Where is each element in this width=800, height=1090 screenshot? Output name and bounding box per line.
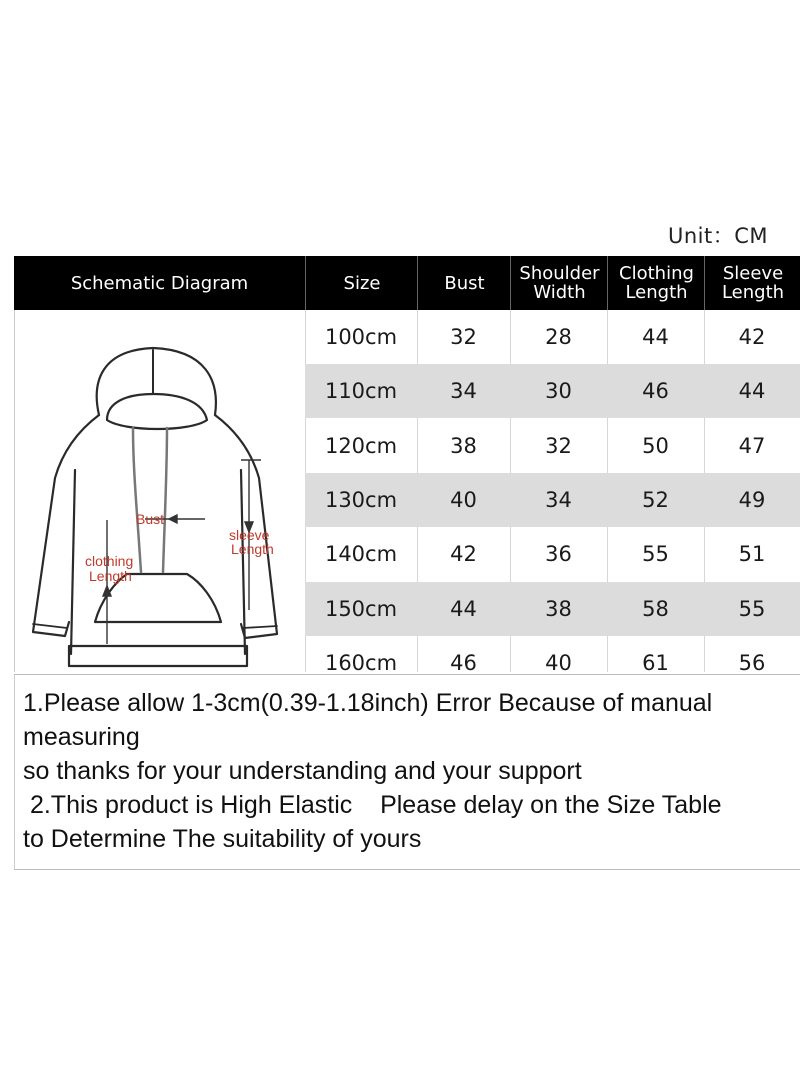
schematic-diagram (14, 310, 306, 672)
cell-sleeve: 44 (738, 379, 766, 404)
cell-size: 150cm (324, 596, 398, 621)
note-line-4: 2.This product is High Elastic Please delay on the Size Table (23, 791, 722, 819)
table-row (305, 310, 800, 364)
hoodie-diagram (15, 310, 306, 672)
header-sleeve-line2: Length (721, 282, 785, 303)
header-shoulder-line1: Shoulder (519, 263, 600, 284)
table-row (305, 527, 800, 581)
cell-bust: 34 (450, 379, 477, 404)
cell-bust: 38 (450, 433, 477, 458)
cell-shoulder: 32 (545, 433, 572, 458)
note-line-3: so thanks for your understanding and your support (23, 757, 582, 785)
note-line-5: to Determine The suitability of yours (23, 825, 422, 853)
bust-label: Bust (136, 511, 165, 527)
cell-sleeve: 55 (738, 596, 766, 621)
size-chart (14, 256, 800, 868)
cell-bust: 40 (450, 487, 477, 512)
cell-clothing: 58 (642, 596, 669, 621)
cell-clothing: 46 (642, 379, 669, 404)
cell-sleeve: 56 (738, 650, 766, 675)
header-schematic-diagram: Schematic Diagram (70, 272, 249, 294)
sleeve-label-line2: Length (231, 541, 274, 557)
header-shoulder-width (510, 256, 608, 310)
header-bust: Bust (417, 256, 511, 310)
header-shoulder-line2: Width (533, 282, 586, 303)
cell-shoulder: 28 (545, 325, 572, 349)
header-clothing-line2: Length (625, 282, 688, 303)
cell-bust: 32 (450, 325, 477, 349)
table-row (305, 473, 800, 527)
cell-bust: 42 (450, 542, 477, 567)
header-sleeve-line1: Sleeve (722, 263, 784, 284)
table-header (14, 256, 800, 310)
table-row (305, 364, 800, 418)
header-clothing-line1: Clothing (619, 263, 694, 284)
cell-clothing: 52 (642, 487, 669, 512)
cell-size: 120cm (324, 433, 398, 458)
cell-size: 140cm (324, 542, 398, 567)
header-size: Size (305, 256, 418, 310)
unit-label: Unit：CM (668, 224, 769, 248)
cell-shoulder: 38 (545, 596, 572, 621)
cell-bust: 46 (450, 650, 477, 675)
cell-sleeve: 47 (738, 433, 766, 458)
cell-sleeve: 51 (738, 542, 766, 567)
cell-shoulder: 40 (545, 650, 572, 675)
clothing-label-line1: clothing (85, 553, 134, 569)
cell-clothing: 44 (642, 325, 669, 349)
cell-sleeve: 42 (738, 325, 766, 349)
cell-size: 160cm (324, 650, 398, 675)
cell-sleeve: 49 (738, 487, 766, 512)
sleeve-label-line1: sleeve (229, 527, 270, 543)
cell-clothing: 55 (642, 542, 669, 567)
header-sleeve-length (704, 256, 800, 310)
body-left-side (71, 470, 75, 654)
cell-size: 100cm (324, 325, 398, 349)
notes-section (14, 674, 800, 870)
header-clothing-length (607, 256, 705, 310)
table-row (305, 582, 800, 636)
note-line-1: 1.Please allow 1-3cm(0.39-1.18inch) Error Because of manual (23, 689, 713, 717)
waistband (69, 646, 247, 666)
cell-bust: 44 (450, 596, 477, 621)
cell-clothing: 61 (642, 650, 669, 675)
cell-clothing: 50 (642, 433, 669, 458)
note-line-2: measuring (23, 723, 140, 751)
left-sleeve (33, 415, 99, 636)
cell-size: 110cm (324, 379, 398, 404)
clothing-label-line2: Length (89, 568, 132, 584)
cell-shoulder: 36 (545, 542, 572, 567)
cell-size: 130cm (324, 487, 398, 512)
cell-shoulder: 30 (545, 379, 572, 404)
hood-opening (107, 394, 207, 429)
table-row (305, 419, 800, 473)
cell-shoulder: 34 (545, 487, 572, 512)
